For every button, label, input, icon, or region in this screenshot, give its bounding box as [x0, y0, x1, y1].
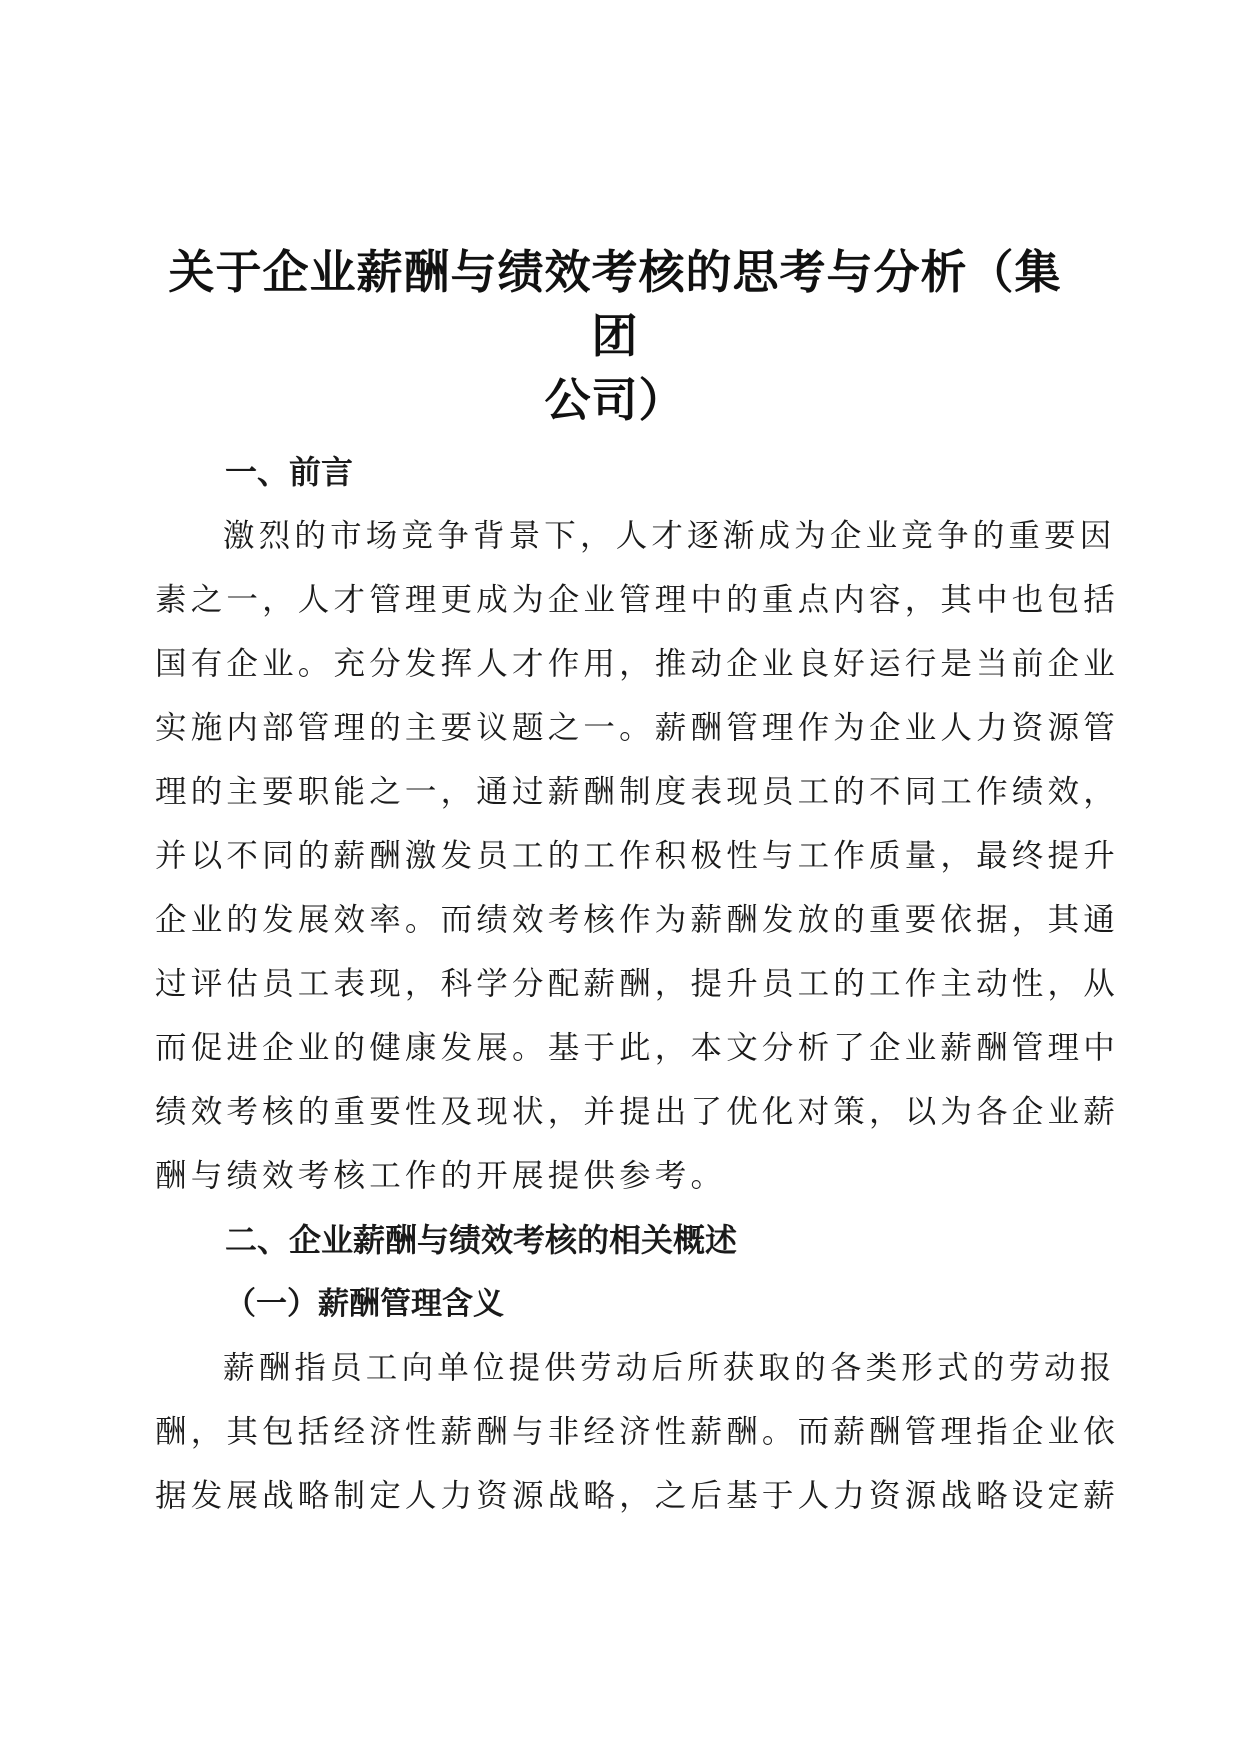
paragraph-line: 而促进企业的健康发展。基于此，本文分析了企业薪酬管理中 [155, 1030, 1119, 1066]
document-title [150, 240, 1080, 432]
salary-management-paragraph [155, 1336, 1119, 1528]
section-heading-preface: 一、前言 [225, 453, 354, 491]
paragraph-line: 薪酬指员工向单位提供劳动后所获取的各类形式的劳动报 [223, 1350, 1116, 1386]
paragraph-line: 国有企业。充分发挥人才作用，推动企业良好运行是当前企业 [155, 646, 1119, 682]
paragraph-line: 据发展战略制定人力资源战略，之后基于人力资源战略设定薪 [155, 1478, 1119, 1514]
document-body [155, 440, 1119, 1528]
preface-paragraph [155, 504, 1119, 1208]
title-line: 关于企业薪酬与绩效考核的思考与分析（集团 [168, 245, 1062, 363]
section-heading-overview: 二、企业薪酬与绩效考核的相关概述 [225, 1221, 738, 1259]
paragraph-line: 并以不同的薪酬激发员工的工作积极性与工作质量，最终提升 [155, 838, 1119, 874]
paragraph-line: 绩效考核的重要性及现状，并提出了优化对策，以为各企业薪 [155, 1094, 1119, 1130]
title-line: 公司） [544, 373, 686, 427]
paragraph-line: 理的主要职能之一，通过薪酬制度表现员工的不同工作绩效， [155, 774, 1119, 810]
paragraph-line: 实施内部管理的主要议题之一。薪酬管理作为企业人力资源管 [155, 710, 1119, 746]
paragraph-line: 企业的发展效率。而绩效考核作为薪酬发放的重要依据，其通 [155, 902, 1119, 938]
paragraph-line: 过评估员工表现，科学分配薪酬，提升员工的工作主动性，从 [155, 966, 1119, 1002]
paragraph-line: 酬，其包括经济性薪酬与非经济性薪酬。而薪酬管理指企业依 [155, 1414, 1119, 1450]
paragraph-line: 酬与绩效考核工作的开展提供参考。 [155, 1158, 727, 1194]
paragraph-line: 激烈的市场竞争背景下，人才逐渐成为企业竞争的重要因 [223, 518, 1116, 554]
paragraph-line: 素之一，人才管理更成为企业管理中的重点内容，其中也包括 [155, 582, 1119, 618]
subsection-heading-salary-management: （一）薪酬管理含义 [225, 1286, 504, 1322]
